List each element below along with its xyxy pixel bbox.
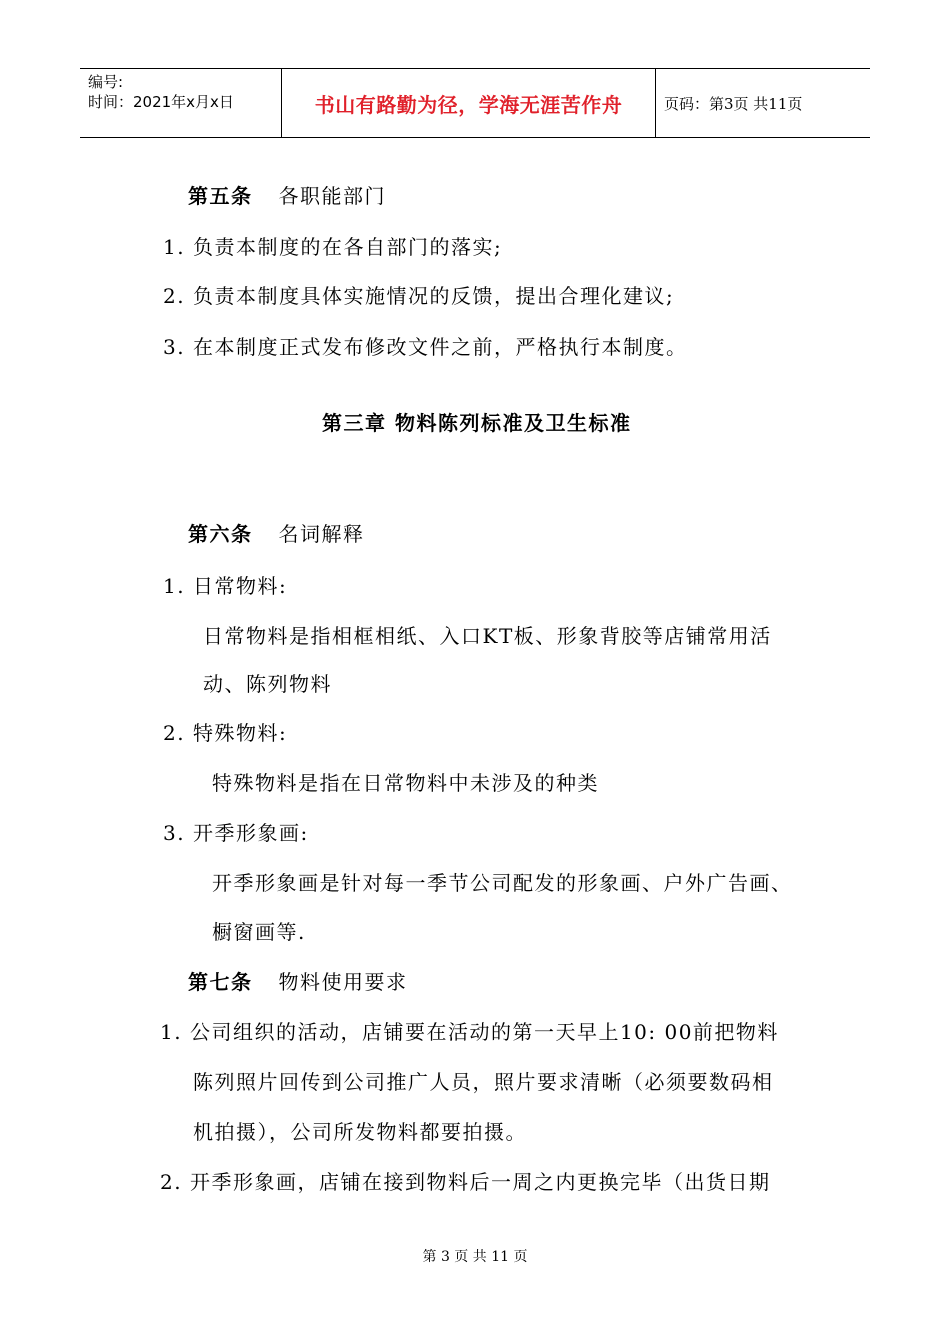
article-5-item-1: 1. 负责本制度的在各自部门的落实; bbox=[163, 235, 503, 259]
article-5-title: 各职能部门 bbox=[278, 184, 386, 208]
term-3-label: 3. 开季形象画: bbox=[163, 821, 309, 845]
article-6-number: 第六条 bbox=[188, 522, 253, 546]
term-3-definition-line-1: 开季形象画是针对每一季节公司配发的形象画、户外广告画、 bbox=[212, 871, 793, 895]
header-page-cell bbox=[655, 69, 870, 137]
article-6-heading bbox=[188, 518, 365, 547]
date-line: 时间：2021年x月x日 bbox=[88, 93, 234, 111]
page-info: 页码：第3页 共11页 bbox=[664, 94, 803, 113]
document-header bbox=[80, 68, 870, 138]
article-7-title: 物料使用要求 bbox=[278, 970, 408, 994]
page-footer: 第 3 页 共 11 页 bbox=[422, 1249, 528, 1265]
article-6-title: 名词解释 bbox=[278, 522, 365, 546]
term-1-label: 1. 日常物料: bbox=[163, 574, 288, 598]
article-7-item-1-line-2: 陈列照片回传到公司推广人员，照片要求清晰（必须要数码相 bbox=[193, 1070, 774, 1094]
article-7-heading bbox=[188, 966, 408, 995]
article-7-item-2-line-1: 2. 开季形象画，店铺在接到物料后一周之内更换完毕（出货日期 bbox=[160, 1170, 771, 1194]
article-5-number: 第五条 bbox=[188, 184, 253, 208]
term-2-definition: 特殊物料是指在日常物料中未涉及的种类 bbox=[212, 771, 599, 795]
article-7-number: 第七条 bbox=[188, 970, 253, 994]
serial-label: 编号: bbox=[88, 73, 124, 91]
article-5-item-3: 3. 在本制度正式发布修改文件之前，严格执行本制度。 bbox=[163, 335, 688, 359]
term-1-definition-line-1: 日常物料是指相框相纸、入口KT板、形象背胶等店铺常用活 bbox=[203, 624, 772, 648]
header-motto-cell bbox=[281, 69, 656, 137]
term-3-definition-line-2: 橱窗画等. bbox=[212, 920, 306, 944]
term-1-definition-line-2: 动、陈列物料 bbox=[203, 672, 332, 696]
article-7-item-1-line-3: 机拍摄），公司所发物料都要拍摄。 bbox=[193, 1120, 527, 1144]
header-meta-cell bbox=[80, 69, 281, 137]
article-5-heading bbox=[188, 180, 386, 209]
article-7-item-1-line-1: 1. 公司组织的活动，店铺要在活动的第一天早上10: 00前把物料 bbox=[160, 1020, 779, 1044]
motto: 书山有路勤为径，学海无涯苦作舟 bbox=[314, 92, 623, 117]
term-2-label: 2. 特殊物料: bbox=[163, 721, 288, 745]
chapter-title: 第三章 物料陈列标准及卫生标准 bbox=[322, 411, 632, 435]
article-5-item-2: 2. 负责本制度具体实施情况的反馈，提出合理化建议; bbox=[163, 284, 675, 308]
